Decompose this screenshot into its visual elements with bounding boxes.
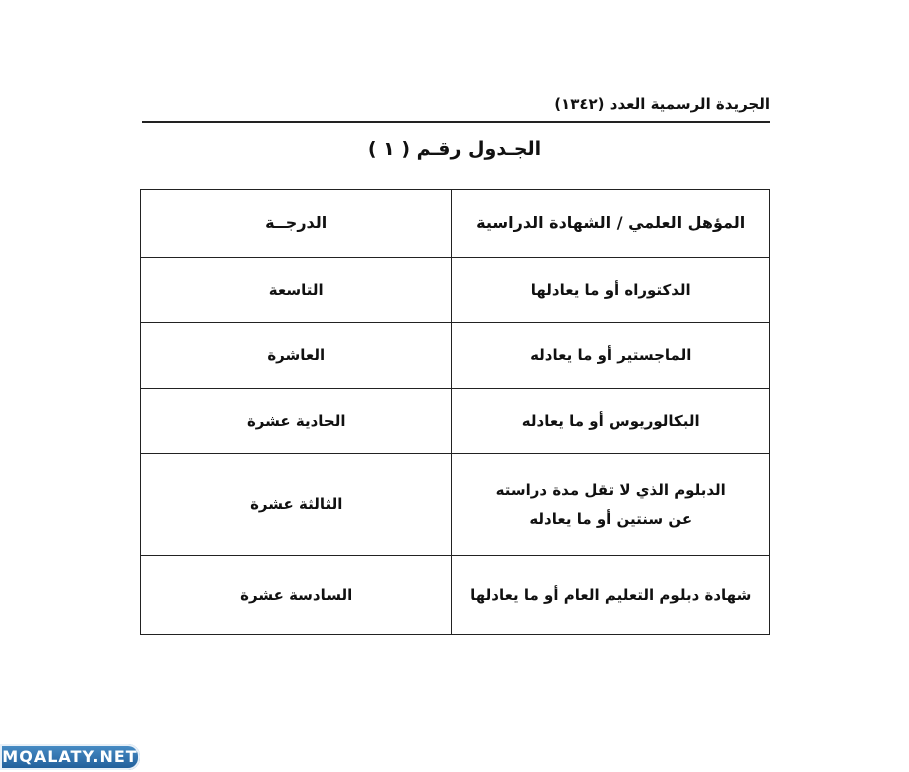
qualification-cell	[452, 556, 770, 635]
grade-cell: الحادية عشرة	[141, 389, 452, 454]
qualification-text: شهادة دبلوم التعليم العام أو ما يعادلها	[470, 585, 752, 604]
qualification-text-line2: عن سنتين أو ما يعادله	[529, 509, 693, 528]
grade-cell: الثالثة عشرة	[141, 454, 452, 556]
header-qualification: المؤهل العلمي / الشهادة الدراسية	[452, 190, 770, 258]
site-watermark-logo: MQALATY.NET	[0, 744, 140, 770]
table-title: الجـدول رقـم ( ١ )	[367, 138, 542, 160]
qualification-cell	[452, 323, 770, 389]
grade-cell: السادسة عشرة	[141, 556, 452, 635]
table-row	[141, 323, 770, 389]
qualification-text: البكالوريوس أو ما يعادله	[521, 411, 700, 430]
qualification-text: الماجستير أو ما يعادله	[530, 346, 692, 365]
table-row	[141, 389, 770, 454]
grade-cell: التاسعة	[141, 258, 452, 323]
qualification-text: الدبلوم الذي لا تقل مدة دراسته	[495, 481, 726, 499]
table-row	[141, 556, 770, 635]
qualification-cell	[452, 454, 770, 556]
table-header-row	[141, 190, 770, 258]
qualification-text: الدكتوراه أو ما يعادلها	[530, 280, 691, 299]
gazette-title: الجريدة الرسمية العدد (١٣٤٢)	[554, 95, 770, 113]
table-row	[141, 258, 770, 323]
grade-cell: العاشرة	[141, 323, 452, 389]
qualification-cell	[452, 258, 770, 323]
page-header	[142, 95, 770, 123]
table-row	[141, 454, 770, 556]
qualification-cell	[452, 389, 770, 454]
qualification-grade-table	[140, 189, 770, 635]
header-grade: الدرجــة	[141, 190, 452, 258]
